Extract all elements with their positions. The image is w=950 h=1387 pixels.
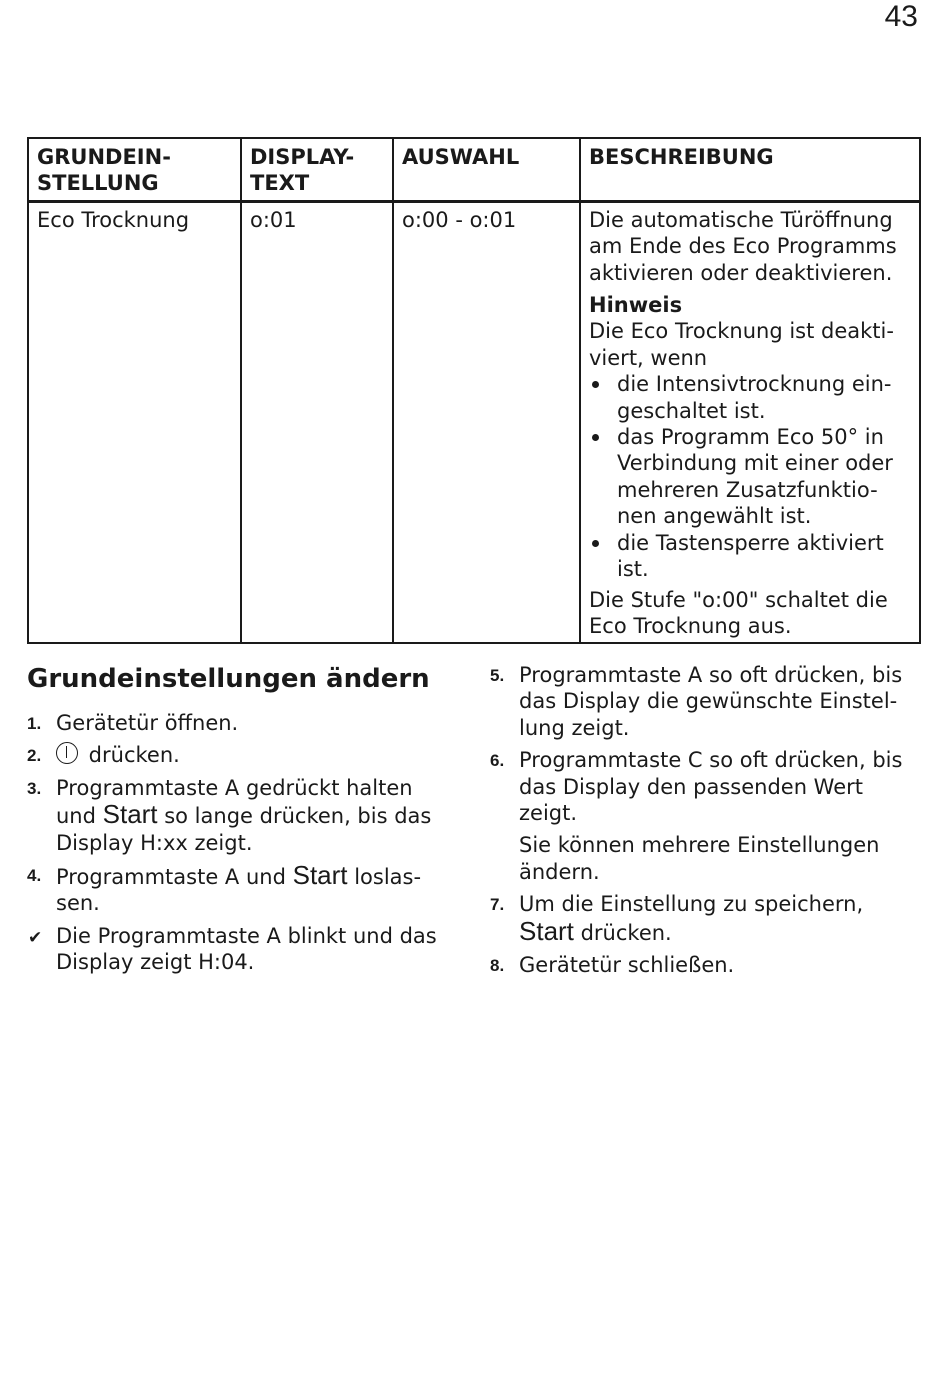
step-text: Programmtaste A gedrückt halten und: [56, 775, 413, 829]
step-2: [27, 742, 457, 768]
power-icon: [56, 742, 78, 764]
check-icon: ✔: [28, 927, 43, 948]
step-number: 2.: [27, 746, 42, 766]
step-text: drücken.: [573, 920, 672, 945]
settings-table: [27, 137, 921, 644]
step-text: so lange drücken, bis das Display H:xx zeigt.: [56, 804, 432, 855]
step-extra-text: Sie können mehrere Einstellungen ändern.: [519, 833, 880, 884]
step-text: Programmtaste A und: [56, 865, 293, 890]
step-text: Programmtaste C so oft drücken, bis das Display den passenden Wert zeigt.: [519, 748, 903, 826]
step-7: [490, 891, 920, 946]
step-text: drücken.: [82, 743, 180, 768]
step-1: [27, 710, 457, 736]
steps-list-right: [490, 662, 920, 978]
step-number: 5.: [490, 666, 505, 685]
cell-description: [580, 201, 920, 643]
description-footer: Die Stufe "o:00" schaltet die Eco Trocknung aus.: [589, 587, 888, 638]
step-text: loslas- sen.: [56, 865, 422, 916]
start-key-label: Start: [292, 860, 348, 891]
table-header-row: [28, 138, 920, 201]
cell-selection: o:00 - o:01: [393, 201, 580, 643]
right-column: [490, 662, 920, 984]
step-8: [490, 952, 920, 978]
step-number: 4.: [27, 866, 42, 886]
step-text: Gerätetür schließen.: [519, 953, 735, 978]
list-item: die Intensivtrocknung ein- geschaltet ist.: [589, 371, 911, 424]
step-number: 7.: [490, 895, 505, 915]
header-setting: GRUNDEIN- STELLUNG: [28, 138, 241, 201]
page-number: 43: [884, 0, 918, 33]
note-intro: Die Eco Trocknung ist deakti- viert, wenn: [589, 319, 894, 370]
cell-display-text: o:01: [241, 201, 393, 643]
header-selection: AUSWAHL: [393, 138, 580, 201]
step-text: Gerätetür öffnen.: [56, 711, 239, 735]
step-number: 8.: [490, 956, 505, 976]
step-6: [490, 747, 920, 885]
cell-setting: Eco Trocknung: [28, 201, 241, 643]
step-number: 3.: [27, 778, 42, 798]
step-text: Die Programmtaste A blinkt und das Display zeigt H:04.: [56, 923, 437, 975]
header-display-text: DISPLAY- TEXT: [241, 138, 393, 201]
step-result: [27, 923, 457, 976]
description-intro: Die automatische Türöffnung am Ende des Eco Programms aktivieren oder deaktivieren.: [589, 207, 897, 285]
table-row: [28, 201, 920, 643]
section-title: Grundeinstellungen ändern: [27, 664, 430, 694]
list-item: das Programm Eco 50° in Verbindung mit einer oder mehreren Zusatzfunktio- nen angewählt ist.: [589, 424, 911, 530]
step-5: [490, 662, 920, 741]
step-text: Programmtaste A so oft drücken, bis das Display die gewünschte Einstel- lung zeigt.: [519, 663, 903, 740]
list-item: die Tastensperre aktiviert ist.: [589, 530, 911, 583]
steps-list-left: [27, 710, 457, 976]
start-key-label: Start: [102, 799, 158, 830]
step-number: 6.: [490, 751, 505, 771]
start-key-label: Start: [519, 915, 574, 946]
step-text: Um die Einstellung zu speichern,: [519, 892, 864, 917]
note-title: Hinweis: [589, 293, 683, 318]
step-4: [27, 862, 457, 917]
note-bullet-list: [589, 371, 911, 582]
left-column: [27, 660, 457, 982]
step-3: [27, 775, 457, 856]
header-description: BESCHREIBUNG: [580, 138, 920, 201]
step-number: 1.: [27, 714, 42, 733]
